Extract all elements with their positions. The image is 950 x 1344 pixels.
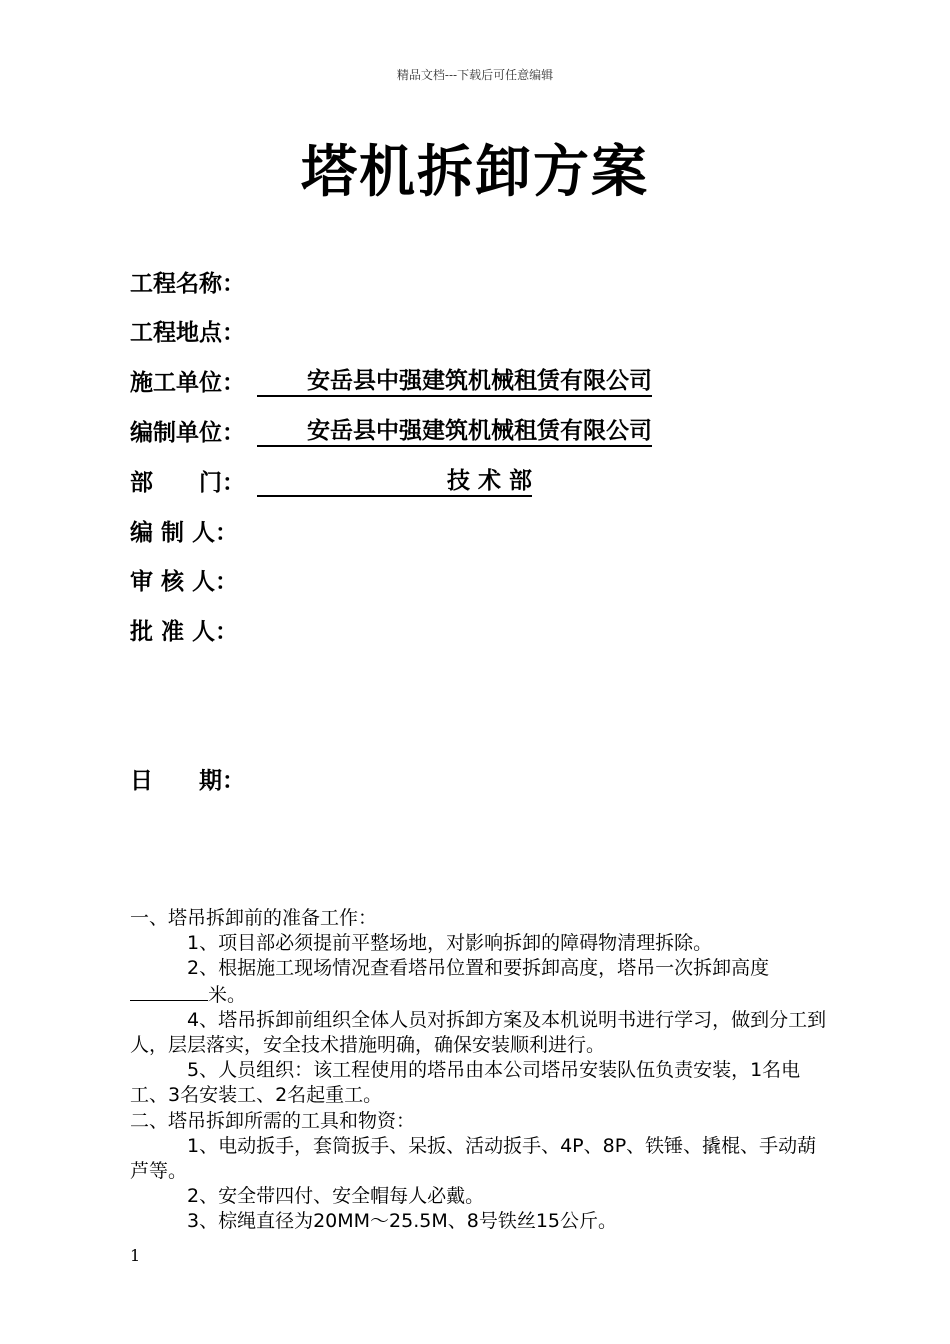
- field-construction-unit: [130, 367, 652, 399]
- section1-heading: 一、塔吊拆卸前的准备工作：: [130, 907, 378, 929]
- s2-item3: 3、棕绳直径为20MM～25.5M、8号铁丝15公斤。: [187, 1210, 618, 1233]
- body-text: [130, 906, 830, 1235]
- field-label: 工程名称：: [130, 271, 245, 297]
- field-project-location: [130, 317, 257, 349]
- field-department: [130, 467, 532, 499]
- section2-heading: 二、塔吊拆卸所需的工具和物资：: [130, 1109, 416, 1132]
- s1-item2-text: 2、根据施工现场情况查看塔吊位置和要拆卸高度，塔吊一次拆卸高度: [187, 957, 770, 980]
- field-label: 编制单位：: [130, 420, 245, 446]
- s2-item2: 2、安全带四付、安全帽每人必戴。: [187, 1185, 485, 1208]
- document-title: 塔机拆卸方案: [301, 140, 649, 205]
- field-value: 安岳县中强建筑机械租赁有限公司: [257, 417, 652, 447]
- field-value: 安岳县中强建筑机械租赁有限公司: [257, 367, 652, 397]
- field-reviewer: [130, 566, 257, 598]
- s1-item2-unit: 米。: [208, 983, 247, 1006]
- field-label: 审 核 人：: [130, 569, 239, 595]
- s2-item1: 1、电动扳手，套筒扳手、呆扳、活动扳手、4P、8P、铁锤、撬棍、手动葫芦等。: [130, 1134, 817, 1183]
- field-approver: [130, 616, 257, 648]
- s1-item1: 1、项目部必须提前平整场地，对影响拆卸的障碍物清理拆除。: [187, 932, 713, 955]
- field-label: 部 门：: [130, 470, 245, 496]
- field-date: [130, 765, 257, 797]
- s1-item5: 5、人员组织：该工程使用的塔吊由本公司塔吊安装队伍负责安装，1名电工、3名安装工、2名起重工。: [130, 1059, 801, 1107]
- field-label: 编 制 人：: [130, 520, 239, 546]
- page-number: 1: [130, 1246, 141, 1265]
- s1-item2: [130, 956, 830, 1007]
- field-label: 施工单位：: [130, 370, 245, 396]
- blank-line: [130, 982, 208, 1001]
- field-compiling-unit: [130, 417, 652, 449]
- field-compiler: [130, 517, 257, 549]
- field-label: 工程地点：: [130, 320, 245, 346]
- field-value: 技 术 部: [257, 467, 532, 497]
- header-note: 精品文档---下载后可任意编辑: [396, 68, 554, 82]
- field-label: 日 期：: [130, 768, 245, 794]
- field-project-name: [130, 268, 257, 300]
- field-label: 批 准 人：: [130, 619, 239, 645]
- s1-item4: 4、塔吊拆卸前组织全体人员对拆卸方案及本机说明书进行学习，做到分工到人，层层落实，安全技术措施明确，确保安装顺利进行。: [130, 1008, 827, 1057]
